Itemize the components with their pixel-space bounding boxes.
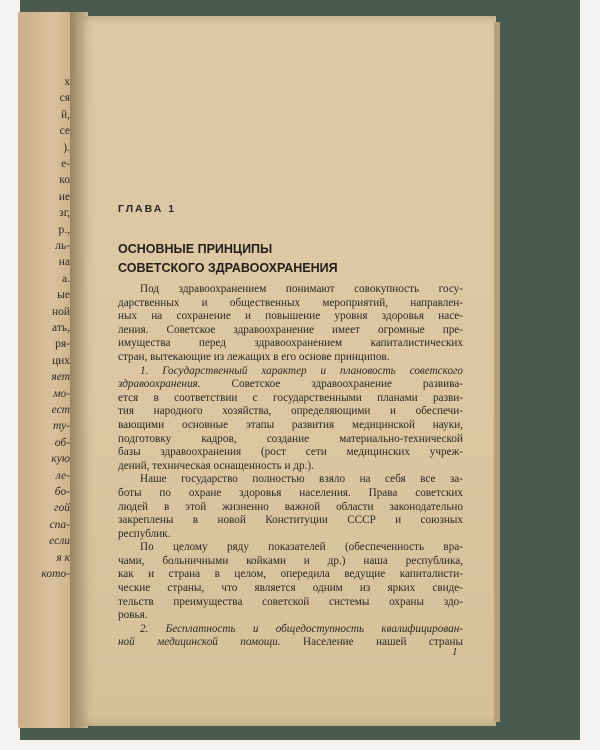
left-page-fragment: спа- [49, 518, 70, 531]
left-page-fragment: ко [59, 174, 70, 187]
left-page-fragment: ту- [53, 420, 70, 433]
chapter-label: ГЛАВА 1 [118, 203, 177, 215]
body-line [118, 623, 463, 637]
left-page-fragment: ся [59, 92, 70, 105]
left-page-fragment: а. [62, 272, 70, 285]
body-line-rest: Советское здравоохранение развива- [200, 378, 463, 391]
left-page-fragment: на [58, 256, 70, 269]
body-line: боты по охране здоровья населения. Права советских [118, 486, 463, 499]
left-page-fragment: ря- [55, 338, 70, 351]
section-heading: 2. Бесплатность и общедоступность квалифицирован- [140, 622, 463, 635]
body-line: чами, больничными койками и др.) наша республика, [118, 554, 463, 567]
bleed-through-text-2 [118, 166, 178, 188]
left-page-fragment: се [59, 125, 70, 138]
left-page-fragment: если [49, 535, 70, 548]
body-line: Под здравоохранением понимают совокупность госу- [140, 283, 463, 295]
left-page-fragment: е- [61, 158, 70, 170]
body-line: дарственных и общественных мероприятий, направлен- [118, 296, 463, 309]
left-page-fragment: й, [60, 108, 70, 121]
section-heading-cont: ной медицинской помощи. [118, 636, 281, 649]
left-page-fragment: бо- [54, 486, 70, 498]
left-page-fragment: кото- [41, 568, 70, 580]
body-line-rest: Население нашей страны [280, 636, 463, 649]
left-page-fragment: яет [51, 371, 70, 384]
left-page-fragment: ле- [55, 469, 70, 482]
title-line-1: ОСНОВНЫЕ ПРИНЦИПЫ [118, 242, 273, 256]
body-line: ровья. [118, 609, 148, 622]
left-page-fragment: х [64, 76, 70, 88]
left-page-fragment: цих [51, 354, 70, 367]
section-heading: 1. Государственный характер и плановость советского [140, 364, 463, 377]
body-line: тельств преимущества советской системы охраны здо- [118, 595, 463, 608]
left-page-fragment: ие [58, 190, 70, 203]
body-line: дений, техническая оснащенность и др.). [118, 459, 314, 472]
left-page-fragment: ной [51, 305, 70, 318]
body-line: ется в соответствии с государственными планами разви- [118, 391, 463, 404]
body-line [118, 378, 463, 392]
body-line: закреплены в новой Конституции СССР и союзных [118, 514, 463, 527]
left-page-fragment: зг, [59, 207, 70, 220]
body-line: людей в этой жизненно важной области законодательно [118, 500, 463, 513]
body-line: Наше государство полностью взяло на себя все за- [140, 473, 463, 486]
left-page-fragment: р., [58, 223, 70, 236]
body-line: вающими основные этапы развития медицинской науки, [118, 418, 463, 431]
left-page-fragment: я к [56, 551, 70, 564]
left-page-fragment: мо- [53, 387, 70, 400]
left-page-fragment: кую [51, 453, 70, 466]
body-line: стран, вытекающие из лежащих в его основе принципов. [118, 350, 390, 363]
body-line: подготовку кадров, создание материально-технической [118, 432, 463, 445]
body-line: базы здравоохранения (рост сети медицинских учреж- [118, 446, 463, 459]
body-text [118, 283, 463, 650]
body-line [118, 365, 463, 379]
bleed-through-text [118, 88, 278, 128]
body-line [118, 636, 463, 650]
body-line: ления. Советское здравоохранение имеет огромные пре- [118, 323, 463, 336]
left-page-fragment: ать, [52, 322, 70, 334]
body-line: ческие страны, что является одним из ярких свиде- [118, 582, 463, 595]
left-page-fragment: гой [54, 502, 70, 515]
page-edge [494, 22, 500, 722]
left-page-fragment: об- [54, 436, 70, 449]
left-page-fragment: ые [57, 289, 70, 302]
page-number: 1 [452, 646, 458, 658]
left-page-fragment: ль- [55, 240, 70, 252]
body-line: как и страна в целом, опередила ведущие капиталисти- [118, 568, 463, 581]
chapter-title [118, 240, 458, 278]
body-line: тия народного хозяйства, определяющими и обеспечи- [118, 405, 463, 418]
body-line: По целому ряду показателей (обеспеченность вра- [140, 541, 463, 554]
left-page [18, 12, 76, 728]
title-line-2: СОВЕТСКОГО ЗДРАВООХРАНЕНИЯ [118, 261, 338, 275]
body-line: республик. [118, 527, 171, 540]
left-page-fragment: ест [51, 404, 70, 416]
section-heading-cont: здравоохранения. [118, 378, 201, 391]
body-line: ных на сохранение и повышение уровня здоровья насе- [118, 310, 463, 323]
left-page-fragment: ). [63, 141, 70, 154]
body-line: имущества перед здравоохранением капиталистических [118, 337, 463, 350]
